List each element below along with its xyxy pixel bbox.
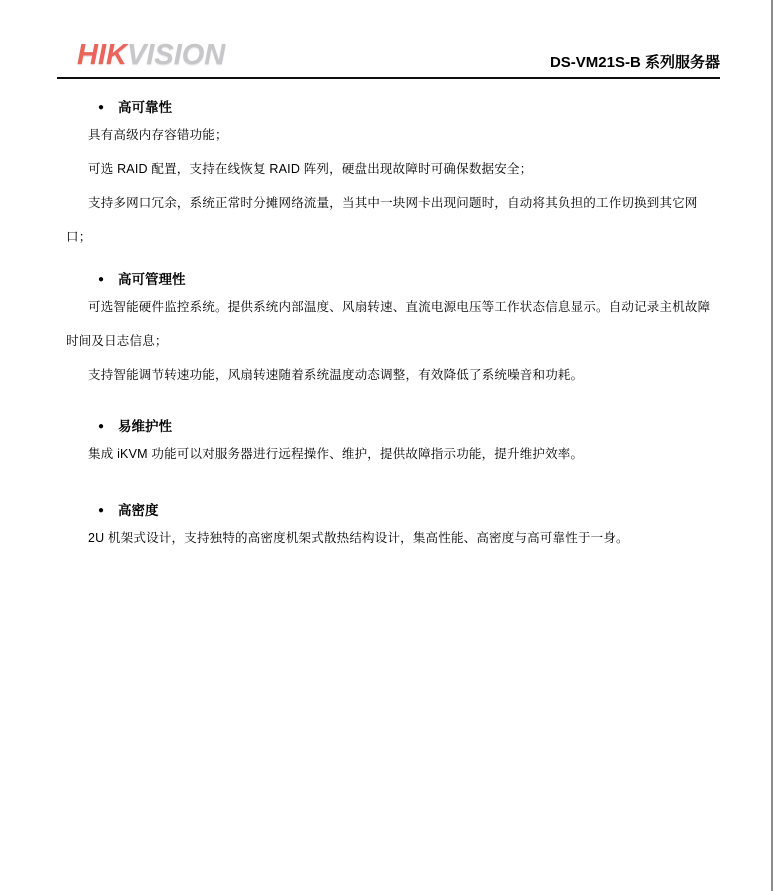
section-high-density — [66, 503, 713, 555]
paragraph: 支持多网口冗余，系统正常时分摊网络流量，当其中一块网卡出现问题时，自动将其负担的工作切换到其它网口； — [66, 196, 698, 244]
logo-vision-text: VISION — [126, 39, 226, 71]
document-title: DS-VM21S-B 系列服务器 — [549, 54, 720, 71]
paragraph: 具有高级内存容错功能； — [88, 128, 228, 142]
section-heading — [98, 503, 713, 519]
paragraph: 支持智能调节转速功能，风扇转速随着系统温度动态调整，有效降低了系统噪音和功耗。 — [88, 368, 584, 382]
section-heading-label: 高密度 — [118, 503, 159, 518]
paragraph: 集成 iKVM 功能可以对服务器进行远程操作、维护，提供故障指示功能，提升维护效率。 — [88, 447, 584, 461]
logo-hik-text: HIK — [77, 39, 127, 71]
hikvision-logo — [77, 39, 225, 72]
paragraph: 可选智能硬件监控系统。提供系统内部温度、风扇转速、直流电源电压等工作状态信息显示。自动记录主机故障时间及日志信息； — [66, 300, 711, 348]
section-heading-label: 高可靠性 — [118, 100, 173, 115]
section-easy-maintenance — [66, 419, 713, 471]
bullet-icon: ● — [98, 102, 105, 113]
section-high-manageability — [66, 272, 713, 392]
section-heading — [98, 272, 713, 288]
section-heading-label: 高可管理性 — [118, 272, 186, 287]
paragraph: 可选 RAID 配置，支持在线恢复 RAID 阵列，硬盘出现故障时可确保数据安全； — [88, 162, 533, 176]
section-high-reliability — [66, 100, 713, 254]
section-heading — [98, 419, 713, 435]
page-edge-line — [771, 0, 773, 891]
section-heading-label: 易维护性 — [118, 419, 173, 434]
section-heading — [98, 100, 713, 116]
bullet-icon: ● — [98, 505, 105, 516]
page-header — [57, 0, 720, 79]
paragraph: 2U 机架式设计，支持独特的高密度机架式散热结构设计，集高性能、高密度与高可靠性于一身。 — [88, 531, 629, 545]
page-content — [66, 79, 713, 555]
bullet-icon: ● — [98, 421, 105, 432]
bullet-icon: ● — [98, 274, 105, 285]
